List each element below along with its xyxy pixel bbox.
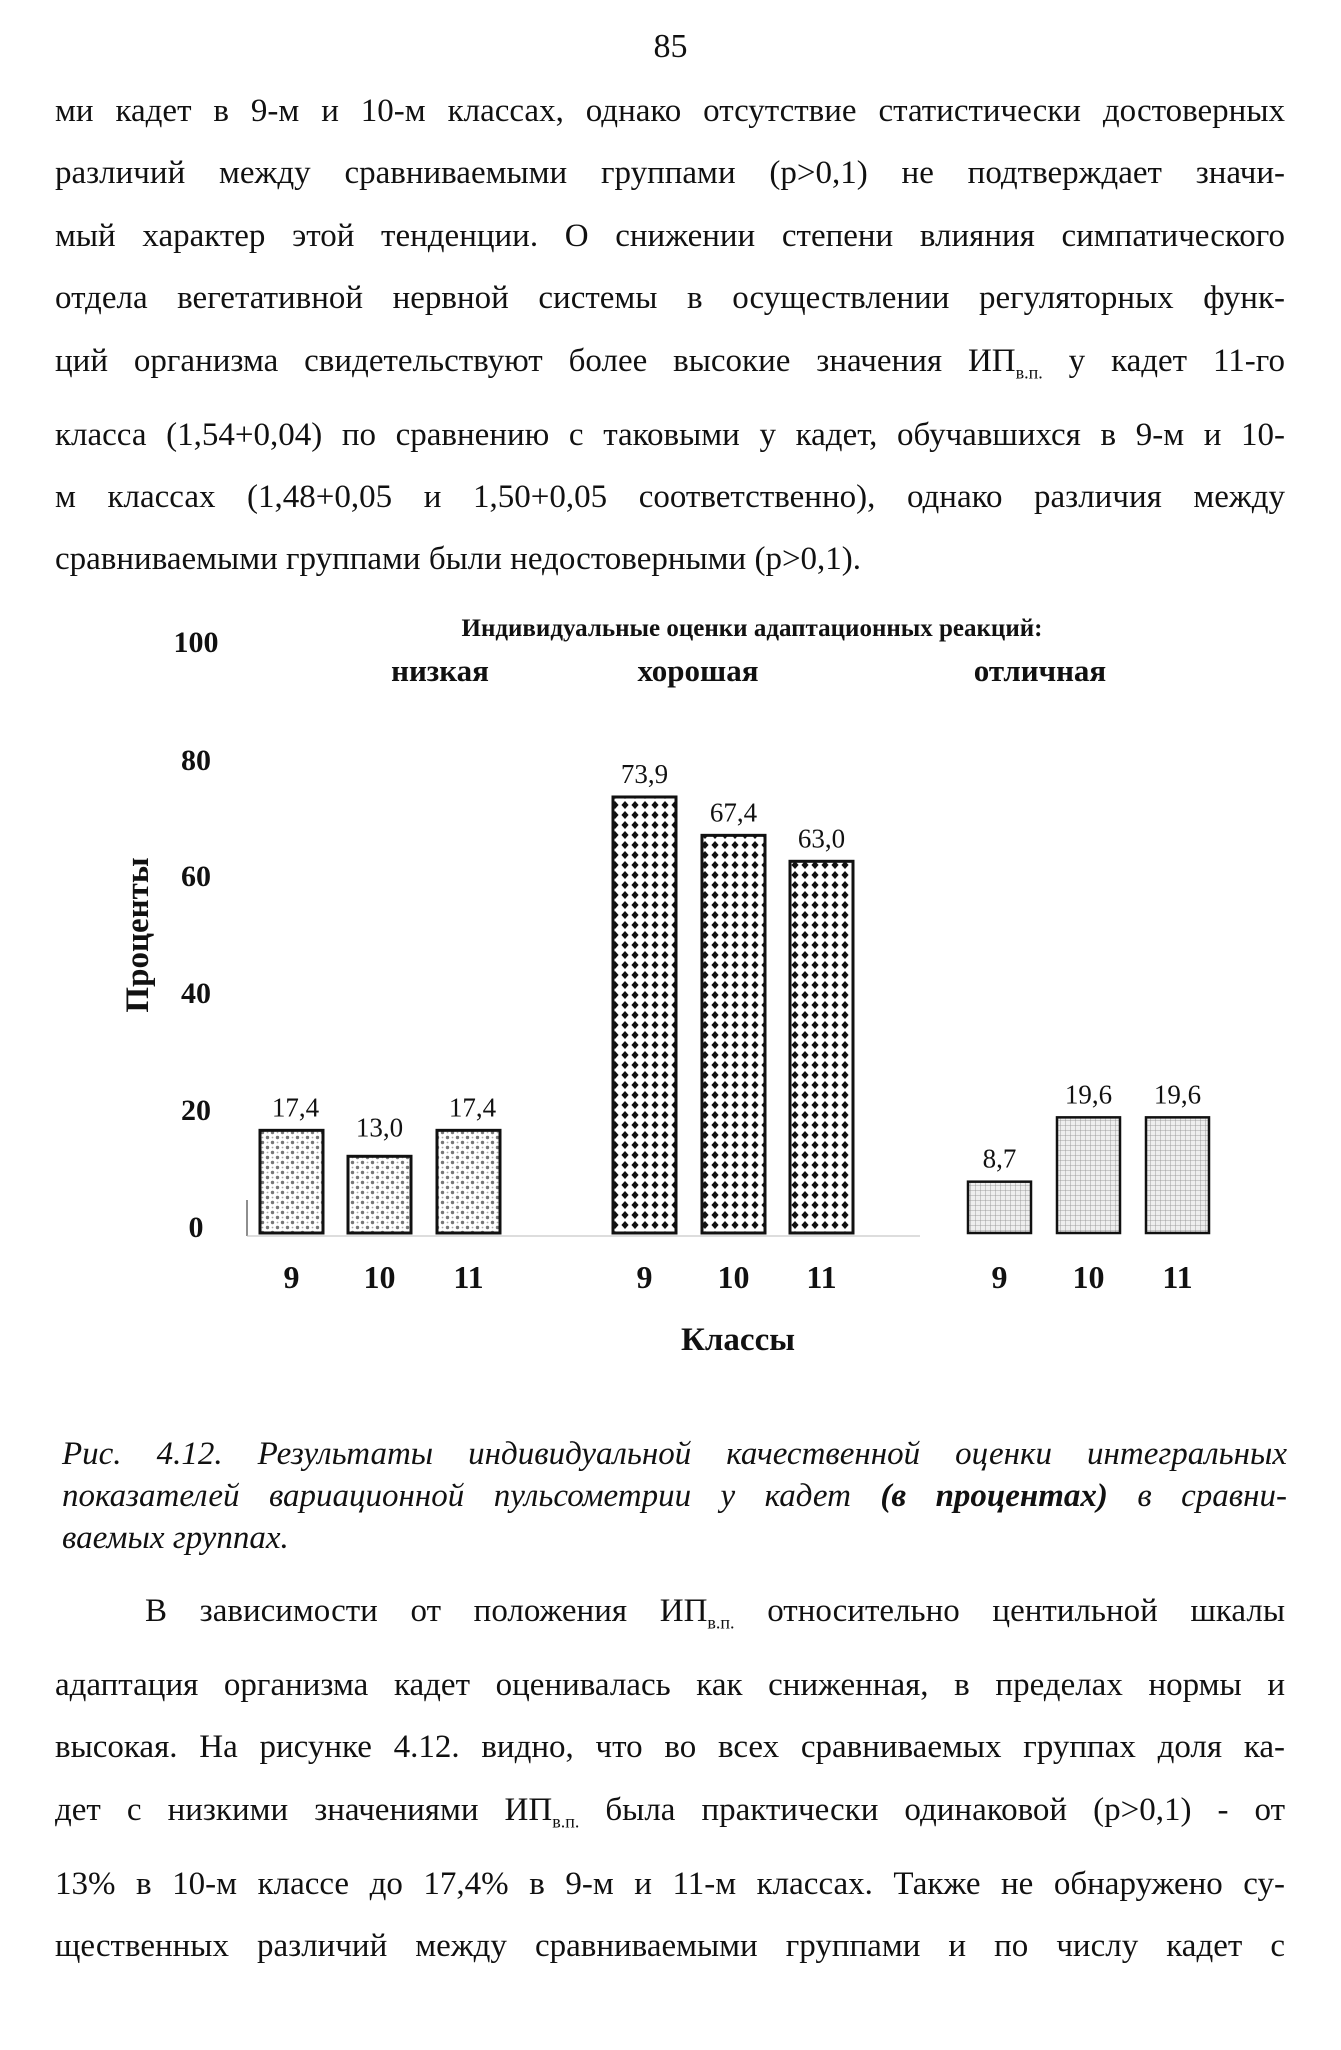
data-label: 17,4: [448, 1092, 497, 1123]
bar: [437, 1130, 500, 1233]
paragraph-2: [55, 1580, 1285, 1978]
subscript: в.п.: [707, 1612, 735, 1633]
x-tick-label: 9: [283, 1259, 300, 1295]
text-run: В зависимости от положения ИП: [145, 1593, 708, 1629]
x-tick-label: 10: [717, 1259, 750, 1295]
caption-text: Результаты индивидуальной качественной оценки интегральных: [222, 1436, 1287, 1472]
y-tick-label: 80: [181, 744, 211, 777]
x-tick-label: 11: [453, 1259, 484, 1295]
bar: [702, 835, 765, 1233]
text-run: относительно центильной шкалы: [734, 1593, 1285, 1629]
text-line: щественных различий между сравниваемыми группами и по числу кадет с: [55, 1928, 1285, 1965]
text-line: [55, 1779, 1285, 1853]
text-line: 13% в 10-м классе до 17,4% в 9-м и 11-м классах. Также не обнаружено су-: [55, 1865, 1285, 1902]
bar: [260, 1130, 323, 1233]
text-line: высокая. На рисунке 4.12. видно, что во всех сравниваемых группах доля ка-: [55, 1729, 1285, 1766]
data-label: 8,7: [982, 1143, 1017, 1174]
bar: [1146, 1117, 1209, 1233]
y-tick-label: 20: [181, 1094, 211, 1127]
bar: [1057, 1117, 1120, 1233]
group-name-low: низкая: [391, 653, 489, 688]
group-name-good: хорошая: [637, 653, 759, 688]
x-tick-label: 9: [636, 1259, 653, 1295]
caption-line: [62, 1475, 1287, 1517]
y-tick-label: 100: [173, 626, 219, 659]
caption-emphasis: (в процентах): [880, 1478, 1108, 1514]
bar: [790, 861, 853, 1233]
subscript: в.п.: [552, 1811, 580, 1832]
bar: [968, 1182, 1031, 1233]
caption-line: ваемых группах.: [62, 1520, 289, 1556]
text-line: [55, 1580, 1285, 1654]
text-line: адаптация организма кадет оценивалась как сниженная, в пределах нормы и: [55, 1667, 1285, 1703]
bar: [348, 1156, 411, 1233]
caption-prefix: Рис. 4.12.: [62, 1436, 223, 1472]
x-tick-label: 11: [1162, 1259, 1193, 1295]
data-label: 19,6: [1064, 1079, 1113, 1110]
caption-text: показателей вариационной пульсометрии у кадет: [62, 1478, 881, 1514]
text-run: у кадет 11-го: [1042, 342, 1285, 379]
data-label: 67,4: [709, 797, 758, 828]
y-tick-label: 0: [188, 1211, 204, 1244]
x-tick-label: 10: [363, 1259, 396, 1295]
text-run: была практически одинаковой (р>0,1) - от: [579, 1791, 1285, 1828]
caption-text: в сравни-: [1107, 1478, 1287, 1514]
text-line: класса (1,54+0,04) по сравнению с таковыми у кадет, обучавшихся в 9-м и 10-: [55, 416, 1285, 453]
text-line: ми кадет в 9-м и 10-м классах, однако отсутствие статистически достоверных: [55, 93, 1285, 129]
y-tick-label: 60: [181, 860, 211, 893]
text-line: мый характер этой тенденции. О снижении степени влияния симпатического: [55, 217, 1285, 254]
text-line: различий между сравниваемыми группами (р>0,1) не подтверждает значи-: [55, 155, 1285, 192]
y-axis-label: Проценты: [120, 857, 156, 1013]
x-tick-label: 11: [806, 1259, 837, 1295]
data-label: 73,9: [620, 758, 669, 789]
group-name-excellent: отличная: [973, 653, 1107, 688]
caption-line: [62, 1433, 1287, 1475]
text-line: сравниваемыми группами были недостоверными (р>0,1).: [55, 541, 862, 578]
data-label: 17,4: [271, 1092, 320, 1123]
chart-title: Индивидуальные оценки адаптационных реакций:: [461, 615, 1043, 642]
bar: [613, 797, 676, 1233]
x-axis-label: Классы: [680, 1322, 796, 1358]
data-label: 19,6: [1153, 1079, 1202, 1110]
subscript: в.п.: [1015, 362, 1043, 383]
x-tick-label: 10: [1072, 1259, 1105, 1295]
figure-caption: [62, 1433, 1287, 1559]
x-tick-label: 9: [991, 1259, 1008, 1295]
data-label: 13,0: [355, 1112, 404, 1143]
page-number: 85: [653, 28, 688, 65]
text-run: ций организма свидетельствуют более высокие значения ИП: [55, 342, 1016, 379]
y-tick-label: 40: [181, 977, 211, 1010]
text-line: м классах (1,48+0,05 и 1,50+0,05 соответственно), однако различия между: [55, 479, 1285, 516]
text-line: отдела вегетативной нервной системы в осуществлении регуляторных функ-: [55, 280, 1285, 317]
text-run: дет с низкими значениями ИП: [55, 1791, 553, 1828]
data-label: 63,0: [797, 823, 846, 854]
